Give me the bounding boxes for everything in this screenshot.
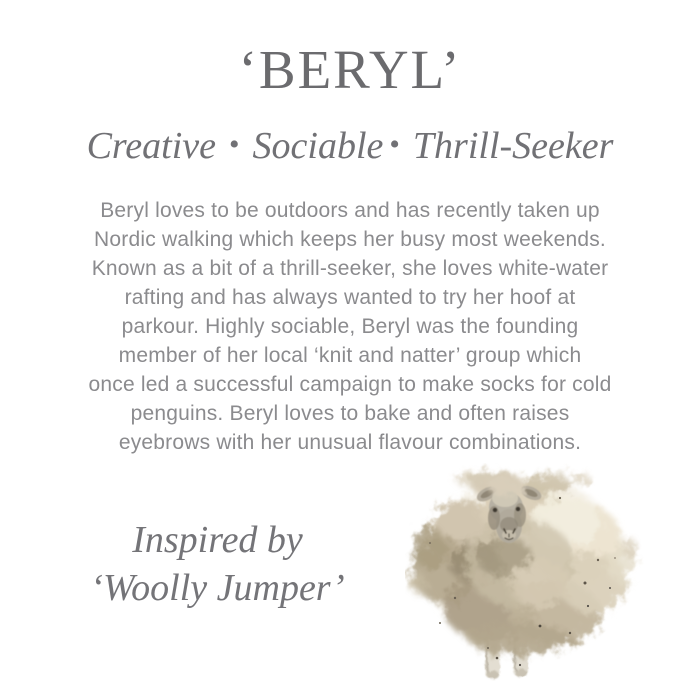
inspired-by-line1: Inspired by (132, 519, 303, 561)
page-title: ‘BERYL’ (238, 39, 462, 100)
bullet-separator: • (229, 128, 240, 161)
description-line: Beryl loves to be outdoors and has recently taken up (100, 199, 600, 222)
trait-creative: Creative (86, 125, 217, 167)
description-line: Known as a bit of a thrill-seeker, she loves white-water (91, 257, 609, 280)
trait-sociable: Sociable (252, 125, 384, 167)
description-line: member of her local ‘knit and natter’ group which (118, 344, 582, 367)
sheep-illustration (405, 463, 645, 691)
description-line: once led a successful campaign to make socks for cold (88, 373, 612, 396)
character-description (30, 196, 670, 457)
inspired-by-line2: ‘Woolly Jumper’ (90, 567, 345, 609)
description-line: Nordic walking which keeps her busy most weekends. (94, 228, 606, 251)
description-line: eyebrows with her unusual flavour combinations. (118, 431, 582, 454)
bullet-separator: • (389, 128, 400, 161)
description-line: parkour. Highly sociable, Beryl was the founding (121, 315, 579, 338)
description-line: penguins. Beryl loves to bake and often raises (130, 402, 570, 425)
sheep-watercolour-svg (405, 463, 645, 691)
description-line: rafting and has always wanted to try her hoof at (124, 286, 576, 309)
trait-thrill-seeker: Thrill-Seeker (412, 125, 614, 167)
traits-line (0, 124, 700, 168)
inspired-by-caption (35, 516, 400, 612)
